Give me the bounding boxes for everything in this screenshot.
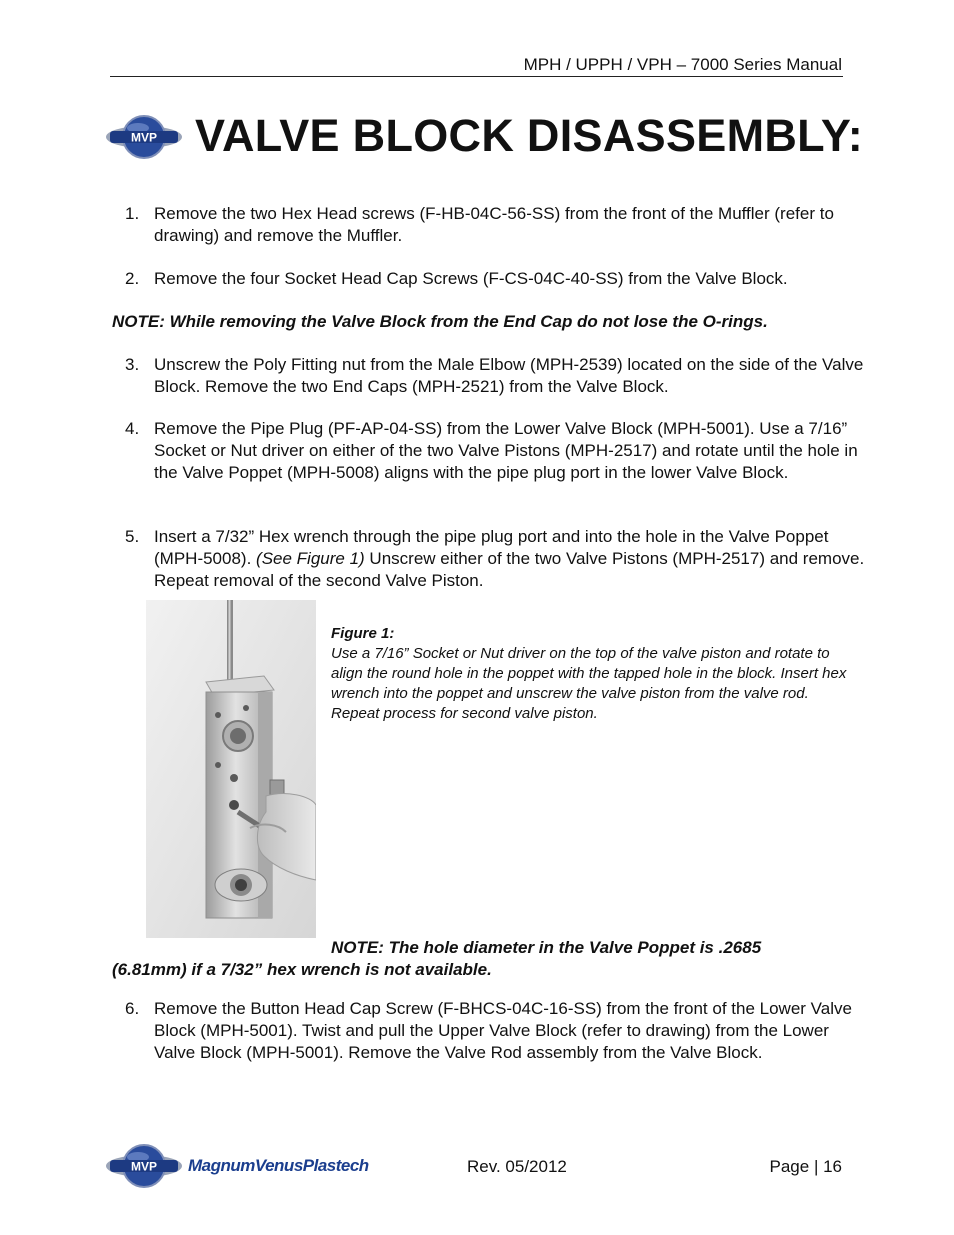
note-hole-diameter-line2: (6.81mm) if a 7/32” hex wrench is not available.: [112, 960, 492, 979]
step-text: Remove the Button Head Cap Screw (F-BHCS-04C-16-SS) from the front of the Lower Valve Block (MPH-5001). Twist and pull the Upper Valve Block (refer to drawing) from the Lower Valve Block (MPH-5001). Remove the Valve Rod assembly from the Valve Block.: [154, 999, 852, 1062]
step-1: [125, 203, 865, 247]
step-2: [125, 268, 865, 290]
mvp-logo-icon: [104, 112, 184, 162]
svg-text:MVP: MVP: [130, 1159, 158, 1174]
step-text: Remove the two Hex Head screws (F-HB-04C-56-SS) from the front of the Muffler (refer to drawing) and remove the Muffler.: [154, 204, 834, 245]
note-o-rings: NOTE: While removing the Valve Block from the End Cap do not lose the O-rings.: [112, 312, 768, 331]
figure-caption-text: Use a 7/16” Socket or Nut driver on the top of the valve piston and rotate to align the round hole in the poppet with the tapped hole in the block. Insert hex wrench into the poppet and unscrew the valve piston from the valve rod. Repeat process for second valve piston.: [331, 645, 847, 722]
footer-page-number: Page | 16: [769, 1157, 842, 1176]
note-hole-diameter-line1: NOTE: The hole diameter in the Valve Poppet is .2685: [331, 938, 762, 957]
figure-1-photo: [146, 600, 316, 938]
figure-1-caption: [331, 624, 851, 724]
page-title: VALVE BLOCK DISASSEMBLY:: [195, 110, 864, 161]
step-text: [154, 526, 865, 592]
step-number: 1.: [125, 204, 140, 223]
step-5: [125, 526, 865, 592]
step-number: 4.: [125, 419, 140, 438]
header-divider: [110, 76, 843, 77]
step-6: [125, 998, 865, 1064]
manual-title: MPH / UPPH / VPH – 7000 Series Manual: [523, 55, 842, 74]
step-3: [125, 354, 865, 398]
step-text: Unscrew the Poly Fitting nut from the Male Elbow (MPH-2539) located on the side of the Valve Block. Remove the two End Caps (MPH-2521) from the Valve Block.: [154, 355, 864, 396]
step-text-part: Unscrew either of the two Valve Pistons (MPH-2517) and remove. Repeat removal of the second Valve Piston.: [154, 549, 865, 590]
svg-text:MVP: MVP: [130, 130, 158, 145]
footer-mvp-logo-icon: [104, 1141, 184, 1191]
step-text: Remove the four Socket Head Cap Screws (F-CS-04C-40-SS) from the Valve Block.: [154, 269, 788, 288]
step-text-part: Insert a 7/32” Hex wrench through the pipe plug port and into the hole in the Valve Poppet (MPH-5008).: [154, 527, 829, 568]
footer-revision: Rev. 05/2012: [467, 1157, 567, 1176]
step-4: [125, 418, 865, 484]
figure-reference: (See Figure 1): [256, 549, 365, 568]
step-number: 6.: [125, 999, 140, 1018]
footer-brand-name: MagnumVenusPlastech: [188, 1156, 369, 1175]
step-number: 3.: [125, 355, 140, 374]
step-number: 5.: [125, 527, 140, 546]
step-text: Remove the Pipe Plug (PF-AP-04-SS) from the Lower Valve Block (MPH-5001). Use a 7/16” Socket or Nut driver on either of the two Valve Pistons (MPH-2517) and rotate until the hole in the Valve Poppet (MPH-5008) aligns with the pipe plug port in the lower Valve Block.: [154, 419, 858, 482]
figure-heading: Figure 1:: [331, 625, 395, 642]
step-number: 2.: [125, 269, 140, 288]
